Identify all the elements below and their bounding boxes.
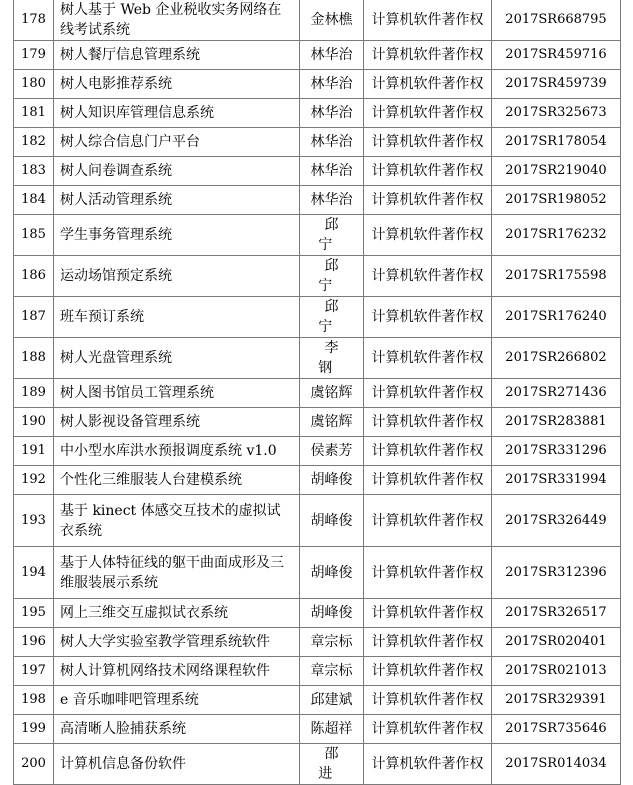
software-name-cell: 树人综合信息门户平台 [54,128,300,157]
copyright-type-cell: 计算机软件著作权 [364,297,492,338]
copyright-type-cell: 计算机软件著作权 [364,628,492,657]
registration-number-cell: 2017SR735646 [492,715,621,744]
author-cell: 林华治 [300,99,364,128]
software-name-cell: 树人问卷调查系统 [54,157,300,186]
row-number-cell: 185 [14,215,54,256]
author-cell: 邱宁 [300,256,364,297]
software-name-cell: 树人图书馆员工管理系统 [54,379,300,408]
row-number-cell: 183 [14,157,54,186]
table-row [14,128,621,157]
table-body [14,0,621,785]
table-row [14,297,621,338]
table-row [14,70,621,99]
author-cell: 侯素芳 [300,437,364,466]
row-number-cell: 189 [14,379,54,408]
software-copyright-table [13,0,621,785]
row-number-cell: 182 [14,128,54,157]
table-row [14,256,621,297]
registration-number-cell: 2017SR014034 [492,744,621,785]
copyright-type-cell: 计算机软件著作权 [364,686,492,715]
copyright-type-cell: 计算机软件著作权 [364,657,492,686]
table-row [14,408,621,437]
software-name-cell: 树人光盘管理系统 [54,338,300,379]
table-row [14,628,621,657]
registration-number-cell: 2017SR176232 [492,215,621,256]
software-name-cell: 树人大学实验室教学管理系统软件 [54,628,300,657]
row-number-cell: 186 [14,256,54,297]
author-cell: 邱宁 [300,297,364,338]
registration-number-cell: 2017SR325673 [492,99,621,128]
registration-number-cell: 2017SR020401 [492,628,621,657]
author-cell: 林华治 [300,157,364,186]
copyright-type-cell: 计算机软件著作权 [364,256,492,297]
author-cell: 林华治 [300,41,364,70]
row-number-cell: 188 [14,338,54,379]
author-cell: 章宗标 [300,628,364,657]
table-row [14,41,621,70]
author-cell: 胡峰俊 [300,466,364,495]
software-name-cell: 树人基于 Web 企业税收实务网络在线考试系统 [54,0,300,41]
software-name-cell: 树人餐厅信息管理系统 [54,41,300,70]
author-cell: 虞铭辉 [300,408,364,437]
copyright-type-cell: 计算机软件著作权 [364,599,492,628]
software-name-cell: e 音乐咖啡吧管理系统 [54,686,300,715]
registration-number-cell: 2017SR331994 [492,466,621,495]
row-number-cell: 190 [14,408,54,437]
registration-number-cell: 2017SR175598 [492,256,621,297]
registration-number-cell: 2017SR021013 [492,657,621,686]
software-name-cell: 树人影视设备管理系统 [54,408,300,437]
registration-number-cell: 2017SR329391 [492,686,621,715]
row-number-cell: 199 [14,715,54,744]
registration-number-cell: 2017SR198052 [492,186,621,215]
software-name-cell: 树人计算机网络技术网络课程软件 [54,657,300,686]
copyright-type-cell: 计算机软件著作权 [364,128,492,157]
row-number-cell: 192 [14,466,54,495]
table-row [14,186,621,215]
author-cell: 邵进 [300,744,364,785]
copyright-type-cell: 计算机软件著作权 [364,157,492,186]
registration-number-cell: 2017SR176240 [492,297,621,338]
registration-number-cell: 2017SR219040 [492,157,621,186]
author-cell: 林华治 [300,128,364,157]
software-name-cell: 班车预订系统 [54,297,300,338]
table-row [14,338,621,379]
author-cell: 李钢 [300,338,364,379]
row-number-cell: 193 [14,495,54,547]
row-number-cell: 178 [14,0,54,41]
table-row [14,157,621,186]
table-row [14,547,621,599]
copyright-type-cell: 计算机软件著作权 [364,379,492,408]
copyright-type-cell: 计算机软件著作权 [364,70,492,99]
row-number-cell: 196 [14,628,54,657]
table-row [14,99,621,128]
author-cell: 金林樵 [300,0,364,41]
author-cell: 陈超祥 [300,715,364,744]
software-name-cell: 基于人体特征线的躯干曲面成形及三维服装展示系统 [54,547,300,599]
copyright-type-cell: 计算机软件著作权 [364,495,492,547]
software-name-cell: 树人知识库管理信息系统 [54,99,300,128]
row-number-cell: 200 [14,744,54,785]
registration-number-cell: 2017SR331296 [492,437,621,466]
software-name-cell: 树人电影推荐系统 [54,70,300,99]
row-number-cell: 184 [14,186,54,215]
software-name-cell: 个性化三维服装人台建模系统 [54,466,300,495]
author-cell: 邱宁 [300,215,364,256]
table-row [14,495,621,547]
copyright-type-cell: 计算机软件著作权 [364,437,492,466]
copyright-type-cell: 计算机软件著作权 [364,715,492,744]
row-number-cell: 180 [14,70,54,99]
author-cell: 林华治 [300,186,364,215]
registration-number-cell: 2017SR326517 [492,599,621,628]
registration-number-cell: 2017SR266802 [492,338,621,379]
copyright-type-cell: 计算机软件著作权 [364,408,492,437]
table-row [14,599,621,628]
registration-number-cell: 2017SR312396 [492,547,621,599]
author-cell: 林华治 [300,70,364,99]
copyright-type-cell: 计算机软件著作权 [364,744,492,785]
copyright-type-cell: 计算机软件著作权 [364,466,492,495]
table-row [14,437,621,466]
registration-number-cell: 2017SR271436 [492,379,621,408]
table-row [14,715,621,744]
copyright-type-cell: 计算机软件著作权 [364,41,492,70]
copyright-type-cell: 计算机软件著作权 [364,215,492,256]
row-number-cell: 195 [14,599,54,628]
registration-number-cell: 2017SR326449 [492,495,621,547]
row-number-cell: 191 [14,437,54,466]
table-row [14,657,621,686]
row-number-cell: 197 [14,657,54,686]
software-name-cell: 运动场馆预定系统 [54,256,300,297]
copyright-type-cell: 计算机软件著作权 [364,0,492,41]
copyright-type-cell: 计算机软件著作权 [364,186,492,215]
software-name-cell: 中小型水库洪水预报调度系统 v1.0 [54,437,300,466]
row-number-cell: 194 [14,547,54,599]
copyright-type-cell: 计算机软件著作权 [364,338,492,379]
software-name-cell: 基于 kinect 体感交互技术的虚拟试衣系统 [54,495,300,547]
author-cell: 胡峰俊 [300,547,364,599]
software-name-cell: 计算机信息备份软件 [54,744,300,785]
software-name-cell: 学生事务管理系统 [54,215,300,256]
registration-number-cell: 2017SR459739 [492,70,621,99]
table-row [14,744,621,785]
software-name-cell: 树人活动管理系统 [54,186,300,215]
registration-number-cell: 2017SR283881 [492,408,621,437]
registration-number-cell: 2017SR668795 [492,0,621,41]
software-name-cell: 高清晰人脸捕获系统 [54,715,300,744]
registration-number-cell: 2017SR459716 [492,41,621,70]
table-row [14,0,621,41]
row-number-cell: 179 [14,41,54,70]
software-name-cell: 网上三维交互虚拟试衣系统 [54,599,300,628]
copyright-type-cell: 计算机软件著作权 [364,547,492,599]
author-cell: 虞铭辉 [300,379,364,408]
author-cell: 胡峰俊 [300,495,364,547]
table-row [14,215,621,256]
author-cell: 章宗标 [300,657,364,686]
table-row [14,466,621,495]
table-row [14,686,621,715]
table-row [14,379,621,408]
row-number-cell: 187 [14,297,54,338]
author-cell: 邱建斌 [300,686,364,715]
registration-number-cell: 2017SR178054 [492,128,621,157]
row-number-cell: 198 [14,686,54,715]
author-cell: 胡峰俊 [300,599,364,628]
copyright-type-cell: 计算机软件著作权 [364,99,492,128]
row-number-cell: 181 [14,99,54,128]
